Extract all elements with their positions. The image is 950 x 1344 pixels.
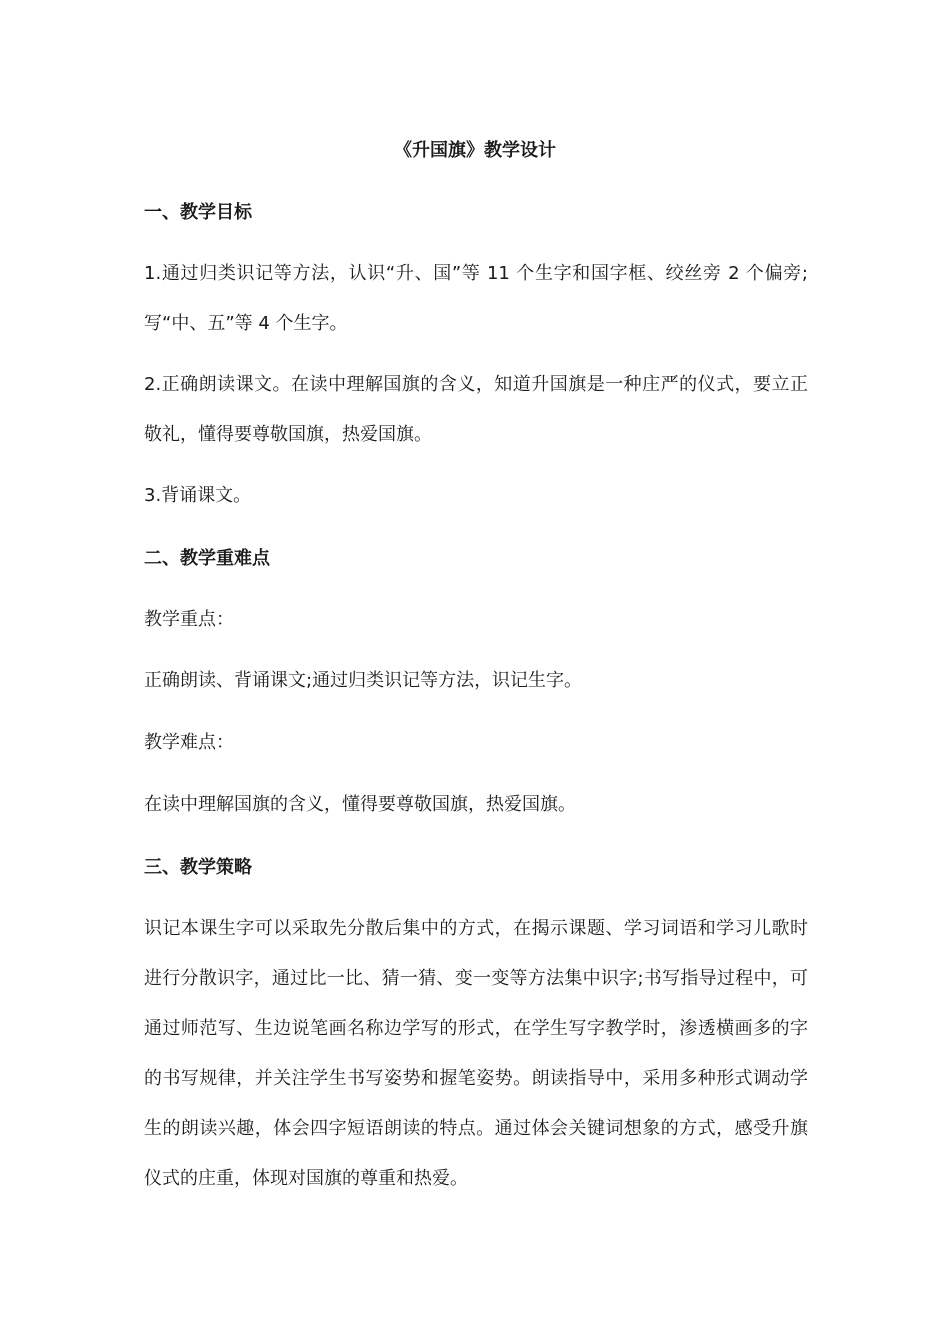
section-heading-strategy: 三、教学策略 bbox=[144, 857, 252, 878]
section-heading-key-points: 二、教学重难点 bbox=[144, 548, 270, 569]
key-point-text: 正确朗读、背诵课文;通过归类识记等方法，识记生字。 bbox=[144, 670, 583, 691]
objective-paragraph-2: 2.正确朗读课文。在读中理解国旗的含义，知道升国旗是一种庄严的仪式，要立正敬礼，懂得要尊敬国旗，热爱国旗。 bbox=[144, 374, 808, 445]
key-point-label: 教学重点： bbox=[144, 609, 234, 630]
section-heading-objectives: 一、教学目标 bbox=[144, 202, 252, 223]
document-title: 《升国旗》教学设计 bbox=[394, 140, 556, 161]
strategy-paragraph: 识记本课生字可以采取先分散后集中的方式，在揭示课题、学习词语和学习儿歌时进行分散识字，通过比一比、猜一猜、变一变等方法集中识字;书写指导过程中，可通过师范写、生边说笔画名称边学写的形式，在学生写字教学时，渗透横画多的字的书写规律，并关注学生书写姿势和握笔姿势。朗读指导中，采用多种形式调动学生的朗读兴趣，体会四字短语朗读的特点。通过体会关键词想象的方式，感受升旗仪式的庄重，体现对国旗的尊重和热爱。 bbox=[144, 918, 808, 1189]
difficulty-label: 教学难点： bbox=[144, 732, 234, 753]
objective-paragraph-1: 1.通过归类识记等方法，认识“升、国”等 11 个生字和国字框、绞丝旁 2 个偏旁;写“中、五”等 4 个生字。 bbox=[144, 263, 808, 334]
difficulty-text: 在读中理解国旗的含义，懂得要尊敬国旗，热爱国旗。 bbox=[144, 794, 576, 815]
objective-paragraph-3: 3.背诵课文。 bbox=[144, 485, 252, 506]
